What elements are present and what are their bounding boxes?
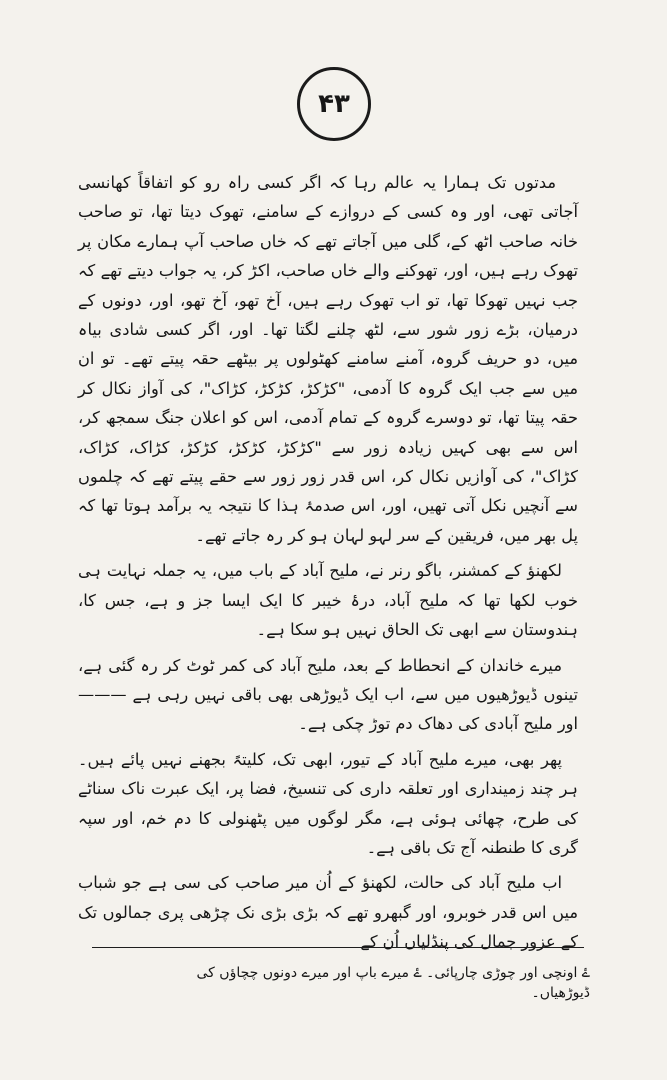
paragraph: اب ملیح آباد کی حالت، لکھنؤ کے اُن میر صاحب کی سی ہے جو شباب میں اس قدر خوبرو، اور گبھرو تھے کہ بڑی بڑی نک چڑھی پری جمالوں تک کے عزور جمال کی پنڈلیاں اُن کے	[78, 873, 578, 952]
paragraph: لکھنؤ کے کمشنر، باگو رنر نے، ملیح آباد کے باب میں، یہ جملہ نہایت ہی خوب لکھا تھا کہ ملیح آباد، درۂ خیبر کا ایک ایسا جز و ہے، جس کا، ہندوستان سے ابھی تک الحاق نہیں ہو سکا ہے۔	[78, 561, 578, 640]
footnote-divider	[92, 947, 584, 948]
paragraph: پھر بھی، میرے ملیح آباد کے تیور، ابھی تک، کلیتہً بجھنے نہیں پائے ہیں۔ ہر چند زمینداری اور تعلقہ داری کی تنسیخ، فضا پر، ایک عبرت ناک سناٹے کی طرح، چھائی ہوئی ہے، مگر لوگوں میں پٹھنولی کا دم خم، اور سپہ گری کا طنطنہ آج تک باقی ہے۔	[78, 749, 578, 857]
page-number: ۴۳	[297, 67, 371, 141]
body-text	[78, 168, 578, 963]
paragraph: مدتوں تک ہمارا یہ عالم رہا کہ اگر کسی راہ رو کو اتفاقاً کھانسی آجاتی تھی، اور وہ کسی کے دروازے کے سامنے، تھوک دیتا تھا، تو صاحب خانہ صاحب اٹھ کے، گلی میں آجاتے تھے کہ خاں صاحب آپ ہمارے مکان پر تھوک رہے ہیں، اور، تھوکنے والے خاں صاحب، اکڑ کر، یہ جواب دیتے تھے کہ جب نہیں تھوکا تھا، تو اب تھوک رہے ہیں، آخ تھو، آخ تھو، اور، دونوں کے درمیان، بڑے زور شور سے، لٹھ چلنے لگتا تھا۔ اور، اگر کسی شادی بیاہ میں، دو حریف گروہ، آمنے سامنے کھٹولوں پر بیٹھے حقہ پیتے تھے۔ تو ان میں سے جب ایک گروہ کا آدمی، "کڑکڑ، کڑکڑ، کڑاک"، کی آواز نکال کر حقہ پیتا تھا، تو دوسرے گروہ کے تمام آدمی، اس کو اعلان جنگ سمجھ کر، اس سے بھی کہیں زیادہ زور سے "کڑکڑ، کڑکڑ، کڑکڑ، کڑاک، کڑاک، کڑاک"، کی آوازیں نکال کر، اس قدر زور زور سے حقے پیتے تھے کہ چلموں سے آنچیں نکل آتی تھیں، اور، اس صدمۂ ہذا کا نتیجہ یہ برآمد ہوتا تھا کہ پل بھر میں، فریقین کے سر لہو لہان ہو کر رہ جاتے تھے۔	[78, 173, 578, 545]
footnote: ۓ اونچی اور چوڑی چارپائی۔ ۓ میرے باپ اور میرے دونوں چچاؤں کی ڈیوڑھیاں۔	[196, 965, 590, 1001]
paragraph: میرے خاندان کے انحطاط کے بعد، ملیح آباد کی کمر ٹوٹ کر رہ گئی ہے، تینوں ڈیوڑھیوں میں سے، اب ایک ڈیوڑھی بھی باقی نہیں رہی ہے ——— اور ملیح آبادی کی دھاک دم توڑ چکی ہے۔	[78, 655, 578, 734]
